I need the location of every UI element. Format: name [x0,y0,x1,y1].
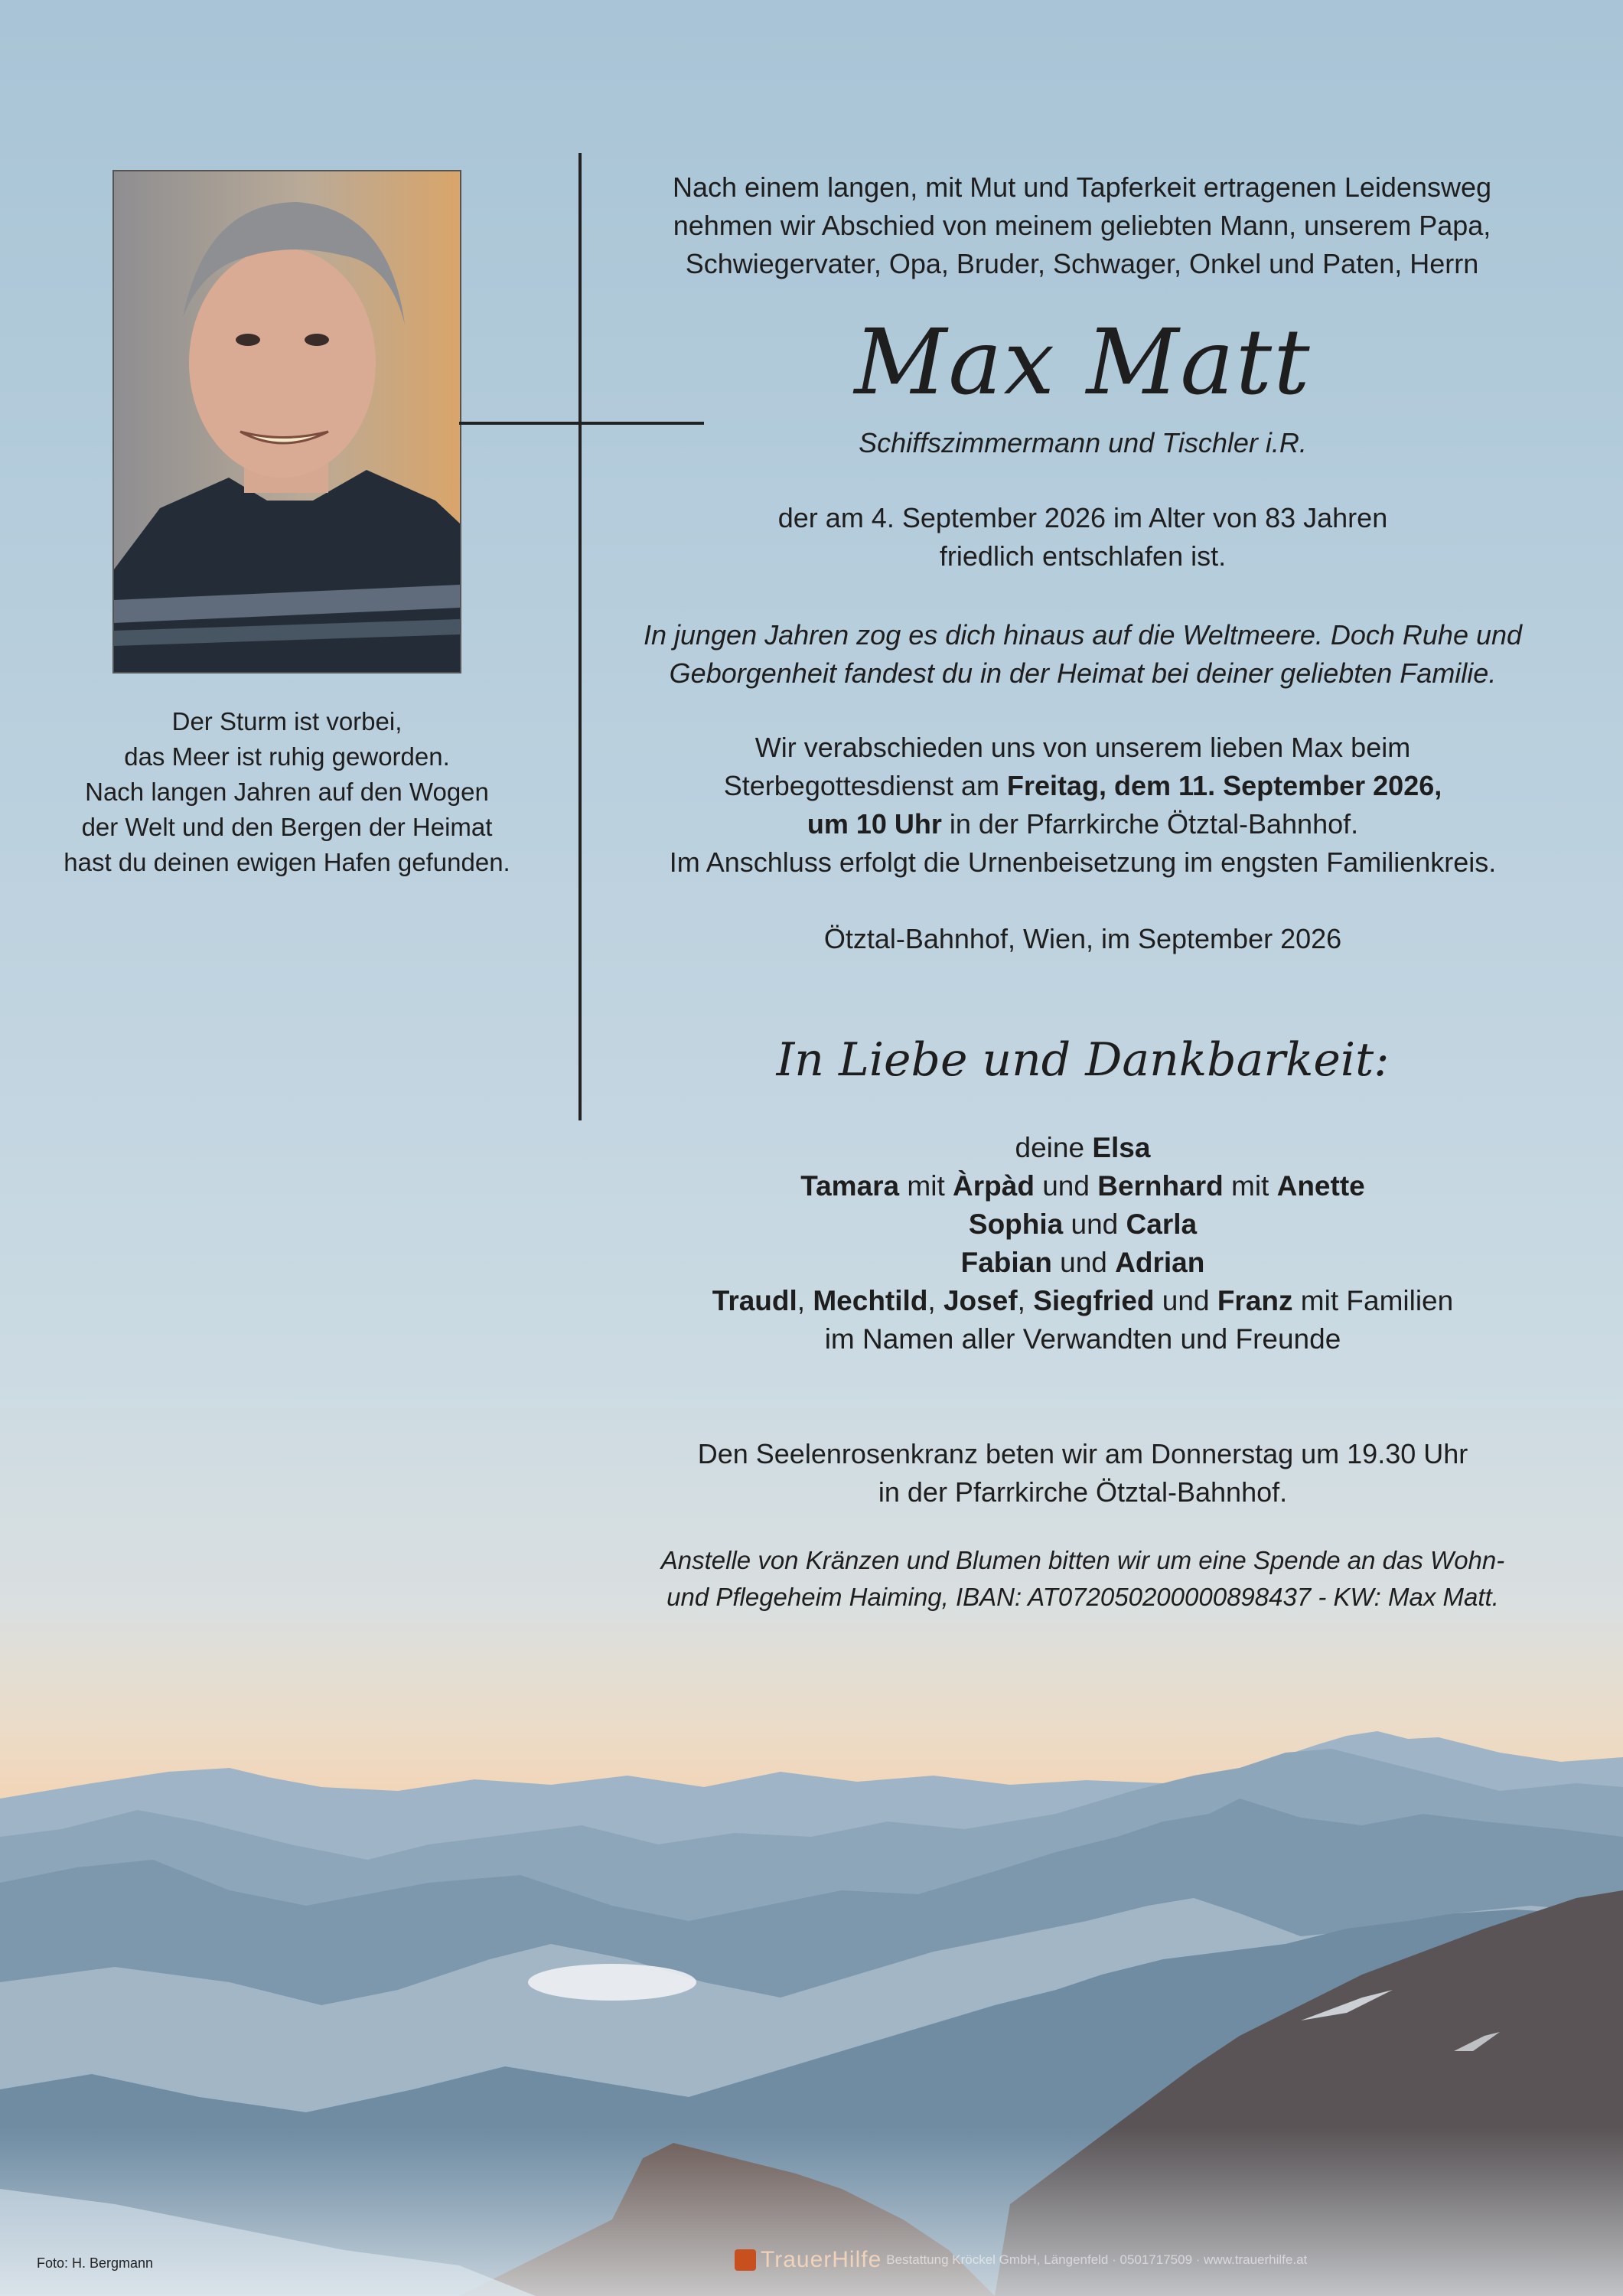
funeral-service-info [605,729,1561,882]
intro-line: Nach einem langen, mit Mut und Tapferkeit ertragenen Leidensweg [673,171,1491,203]
mourner-line [627,1167,1538,1205]
mourner-line [627,1205,1538,1244]
dedication-heading: In Liebe und Dankbarkeit: [776,1033,1390,1087]
service-text: in der Pfarrkirche Ötztal-Bahnhof. [941,808,1359,840]
mourner-line [627,1129,1538,1167]
deceased-name: Max Matt [854,309,1312,415]
mourner-name: Josef [943,1285,1018,1316]
mourner-name: Tamara [800,1170,900,1202]
portrait-photo [112,170,461,673]
poem-line: das Meer ist ruhig geworden. [124,742,450,771]
photo-credit: Foto: H. Bergmann [37,2255,154,2271]
rosary-line: in der Pfarrkirche Ötztal-Bahnhof. [878,1476,1288,1508]
deceased-profession: Schiffszimmermann und Tischler i.R. [859,427,1307,458]
death-notice [627,499,1538,576]
mourner-text: mit [1223,1170,1277,1202]
mourner-text: mit [899,1170,953,1202]
mourner-line [627,1244,1538,1282]
mourner-name: Carla [1126,1208,1198,1240]
service-line [605,805,1561,843]
mourner-name: Àrpàd [953,1170,1035,1202]
verse-line: Geborgenheit fandest du in der Heimat bei deiner geliebten Familie. [669,657,1497,689]
mourner-text: , [927,1285,943,1316]
intro-line: nehmen wir Abschied von meinem geliebten Mann, unserem Papa, [673,210,1491,241]
footer-brand-b: Hilfe [832,2247,882,2272]
mourner-text: und [1051,1247,1116,1278]
portrait-image [114,171,460,672]
intro-text [612,168,1552,283]
mourner-text: , [1017,1285,1034,1316]
footer-text: Bestattung Kröckel GmbH, Längenfeld · 0501717509 · www.trauerhilfe.at [886,2252,1308,2267]
mourners-list [627,1129,1538,1358]
footer-brand [761,2247,882,2273]
mourner-text: und [1154,1285,1217,1316]
life-verse [582,616,1584,693]
death-line: der am 4. September 2026 im Alter von 83 Jahren [777,502,1388,533]
mourner-name: Franz [1217,1285,1293,1316]
mourner-text: , [797,1285,813,1316]
mourner-text: deine [1015,1132,1093,1163]
service-date: Freitag, dem 11. September 2026, [1006,770,1442,801]
rosary-line: Den Seelenrosenkranz beten wir am Donnerstag um 19.30 Uhr [697,1438,1468,1469]
mourner-name: Sophia [968,1208,1064,1240]
rosary-info [627,1435,1538,1512]
mourner-name: Adrian [1115,1247,1205,1278]
death-line: friedlich entschlafen ist. [939,540,1227,572]
service-text: Sterbegottesdienst am [723,770,1007,801]
footer-branding [735,2245,1307,2275]
trauerhilfe-logo-icon [735,2249,756,2271]
mourner-name: Anette [1276,1170,1365,1202]
mourner-text: und [1063,1208,1126,1240]
mourner-name: Elsa [1092,1132,1151,1163]
donation-line: Anstelle von Kränzen und Blumen bitten wir um eine Spende an das Wohn- [660,1546,1505,1574]
place-and-date: Ötztal-Bahnhof, Wien, im September 2026 [823,923,1342,954]
verse-line: In jungen Jahren zog es dich hinaus auf die Weltmeere. Doch Ruhe und [643,619,1523,651]
poem-line: Der Sturm ist vorbei, [171,707,402,735]
mourner-name: Mechtild [813,1285,928,1316]
mourner-name: Bernhard [1097,1170,1224,1202]
poem-line: der Welt und den Bergen der Heimat [81,813,493,841]
donation-request [597,1542,1569,1616]
poem-line: hast du deinen ewigen Hafen gefunden. [64,848,510,876]
mourner-text: mit Familien [1292,1285,1454,1316]
intro-line: Schwiegervater, Opa, Bruder, Schwager, Onkel und Paten, Herrn [685,248,1479,279]
poem [23,704,551,880]
mourner-name: Fabian [960,1247,1052,1278]
donation-line: und Pflegeheim Haiming, IBAN: AT072050200000898437 - KW: Max Matt. [666,1583,1499,1611]
service-line [605,767,1561,805]
service-line: Im Anschluss erfolgt die Urnenbeisetzung im engsten Familienkreis. [669,846,1497,878]
service-time: um 10 Uhr [807,808,942,840]
mourner-line [627,1282,1538,1320]
mountain-landscape-image [0,1730,1623,2296]
mourner-name: Traudl [712,1285,797,1316]
footer-brand-a: Trauer [761,2247,833,2272]
mourner-line: im Namen aller Verwandten und Freunde [824,1323,1341,1355]
poem-line: Nach langen Jahren auf den Wogen [85,778,489,806]
mourner-name: Siegfried [1033,1285,1155,1316]
service-line: Wir verabschieden uns von unserem lieben Max beim [754,732,1411,763]
cross-horizontal-line [459,422,704,425]
mourner-text: und [1034,1170,1098,1202]
